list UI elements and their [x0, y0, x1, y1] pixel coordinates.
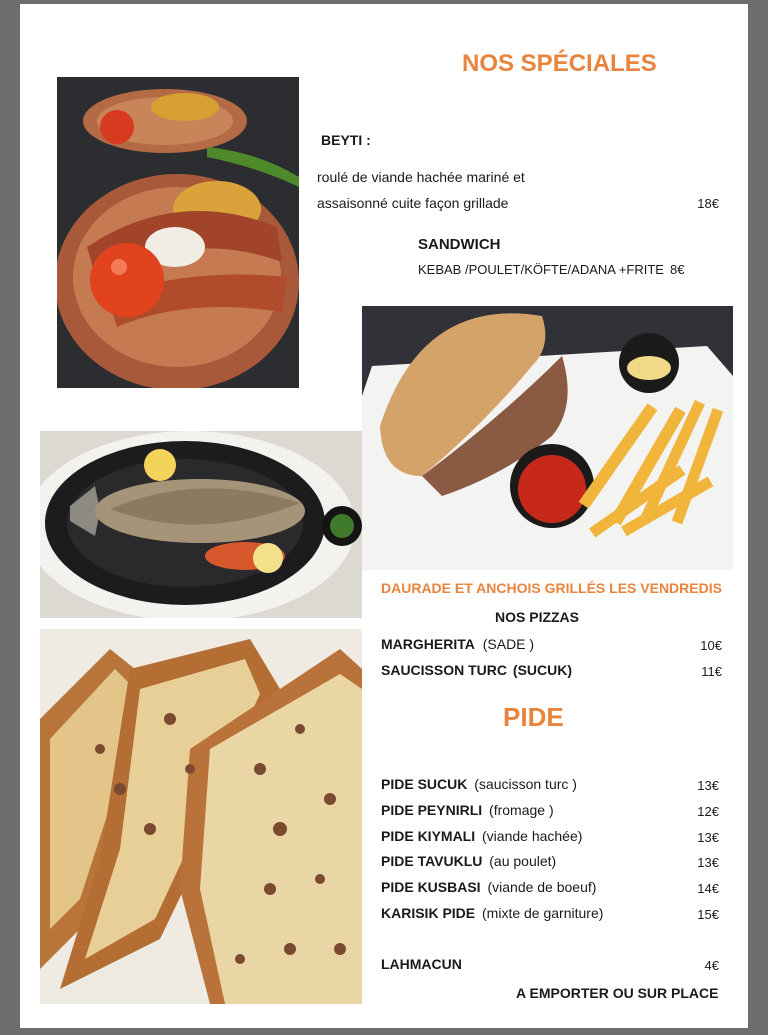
pide-item-price: 15€ — [697, 907, 719, 922]
pide-item-detail: (viande de boeuf) — [487, 879, 597, 895]
fish-photo — [40, 431, 362, 618]
sandwich-price: 8€ — [670, 262, 685, 277]
lahmacun-price: 4€ — [704, 958, 719, 973]
pide-item-name: PIDE SUCUK — [381, 776, 468, 792]
pide-item-name: PIDE KIYMALI — [381, 828, 476, 844]
pide-item-detail: (mixte de garniture) — [482, 905, 604, 921]
pizza-item-name: SAUCISSON TURC — [381, 662, 508, 678]
sandwich-name: SANDWICH — [418, 236, 501, 253]
pide-item-name: KARISIK PIDE — [381, 905, 476, 921]
pide-item-detail: (fromage ) — [489, 802, 554, 818]
pide-item-price: 12€ — [697, 804, 719, 819]
beyti-desc-line2: assaisonné cuite façon grillade — [317, 195, 509, 211]
pide-item-name: PIDE KUSBASI — [381, 879, 481, 895]
pide-photo — [40, 629, 362, 1004]
beyti-name: BEYTI : — [321, 132, 371, 148]
pizza-item-price: 10€ — [700, 638, 722, 653]
page-title: NOS SPÉCIALES — [462, 50, 657, 77]
pizza-item-price: 11€ — [701, 664, 722, 679]
pide-item-tavuklu — [381, 853, 556, 869]
beyti-desc-line1: roulé de viande hachée mariné et — [317, 169, 525, 185]
pizza-item-margherita — [381, 636, 534, 652]
pide-item-price: 13€ — [697, 830, 719, 845]
pide-item-kiymali — [381, 828, 582, 844]
pide-item-name: PIDE PEYNIRLI — [381, 802, 483, 818]
beyti-price: 18€ — [697, 196, 719, 211]
pizza-item-saucisson — [381, 662, 572, 678]
lahmacun-name: LAHMACUN — [381, 956, 462, 972]
pide-item-detail: (viande hachée) — [482, 828, 583, 844]
pide-item-karisik — [381, 905, 603, 921]
pide-item-detail: (saucisson turc ) — [474, 776, 577, 792]
pide-item-sucuk — [381, 776, 577, 792]
pide-item-price: 14€ — [697, 881, 719, 896]
daurade-label: DAURADE ET ANCHOIS GRILLÉS LES VENDREDIS — [381, 580, 722, 596]
pide-item-peynirli — [381, 802, 554, 818]
pizza-item-detail: (SADE ) — [482, 636, 535, 652]
sandwich-photo — [362, 306, 733, 570]
pide-item-price: 13€ — [697, 855, 719, 870]
footer-note: A EMPORTER OU SUR PLACE — [516, 985, 719, 1001]
sandwich-desc: KEBAB /POULET/KÖFTE/ADANA +FRITE — [418, 262, 664, 277]
pide-item-kusbasi — [381, 879, 596, 895]
pide-item-price: 13€ — [697, 778, 719, 793]
pizza-item-name: MARGHERITA — [381, 636, 475, 652]
pide-heading: PIDE — [503, 702, 564, 732]
pide-item-name: PIDE TAVUKLU — [381, 853, 483, 869]
pizza-item-detail: (SUCUK) — [512, 662, 573, 678]
pizzas-heading: NOS PIZZAS — [495, 609, 580, 625]
menu-page — [20, 4, 748, 1028]
pide-item-detail: (au poulet) — [489, 853, 557, 869]
beyti-photo — [57, 77, 299, 388]
